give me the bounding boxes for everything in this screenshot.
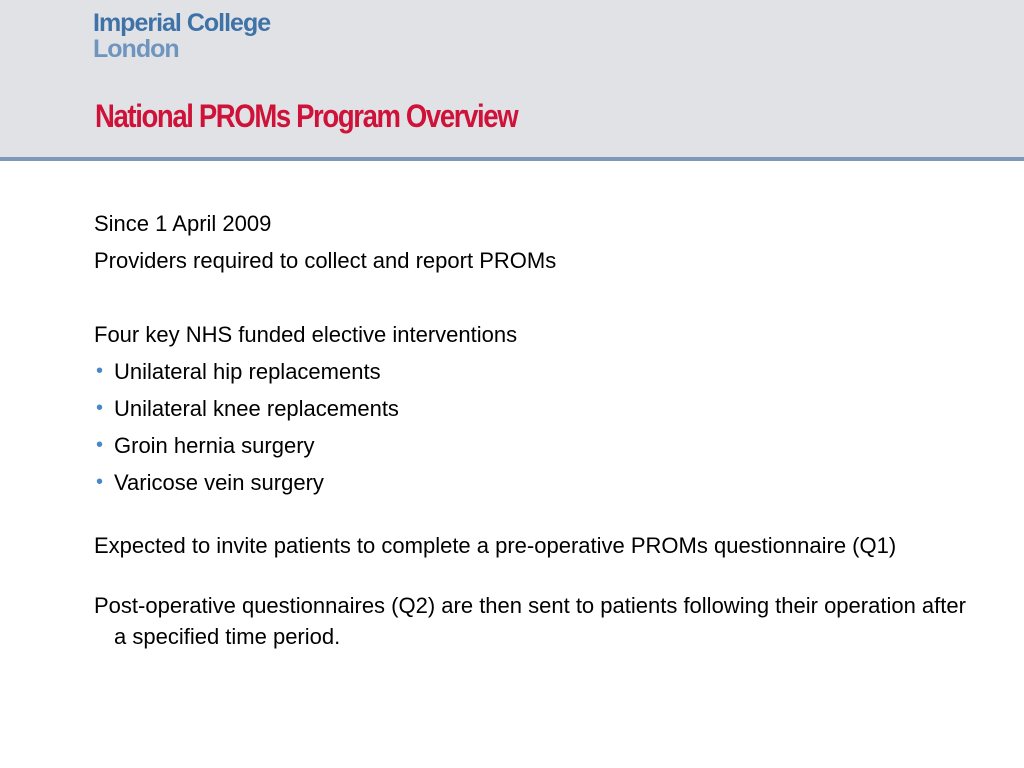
list-item-label: Unilateral knee replacements — [114, 396, 399, 421]
paragraph-spacer — [94, 279, 974, 316]
logo-line-2: London — [93, 35, 179, 63]
since-date-text: Since 1 April 2009 — [94, 211, 272, 236]
preoperative-questionnaire-text: Expected to invite patients to complete a pre-operative PROMs questionnaire (Q1) — [94, 533, 897, 558]
bullet-icon: • — [96, 360, 104, 382]
list-item — [94, 390, 974, 427]
bullet-icon: • — [96, 397, 104, 419]
interventions-list — [94, 353, 974, 501]
list-item — [94, 427, 974, 464]
list-item — [94, 464, 974, 501]
postoperative-questionnaire-text: Post-operative questionnaires (Q2) are then sent to patients following their operation after a specified time period. — [94, 593, 966, 649]
list-item-label: Groin hernia surgery — [114, 433, 315, 458]
list-item — [94, 353, 974, 390]
paragraph-spacer — [94, 501, 974, 530]
logo-line-1: Imperial College — [93, 9, 271, 37]
list-item-label: Unilateral hip replacements — [114, 359, 381, 384]
slide-header — [0, 0, 1024, 161]
bullet-icon: • — [96, 471, 104, 493]
list-item-label: Varicose vein surgery — [114, 470, 324, 495]
paragraph-spacer — [94, 561, 974, 590]
bullet-icon: • — [96, 434, 104, 456]
page-title: National PROMs Program Overview — [95, 98, 518, 134]
imperial-college-london-logo — [93, 10, 270, 62]
slide-content — [94, 205, 974, 652]
providers-requirement-text: Providers required to collect and report PROMs — [94, 248, 557, 273]
interventions-heading: Four key NHS funded elective interventions — [94, 322, 518, 347]
